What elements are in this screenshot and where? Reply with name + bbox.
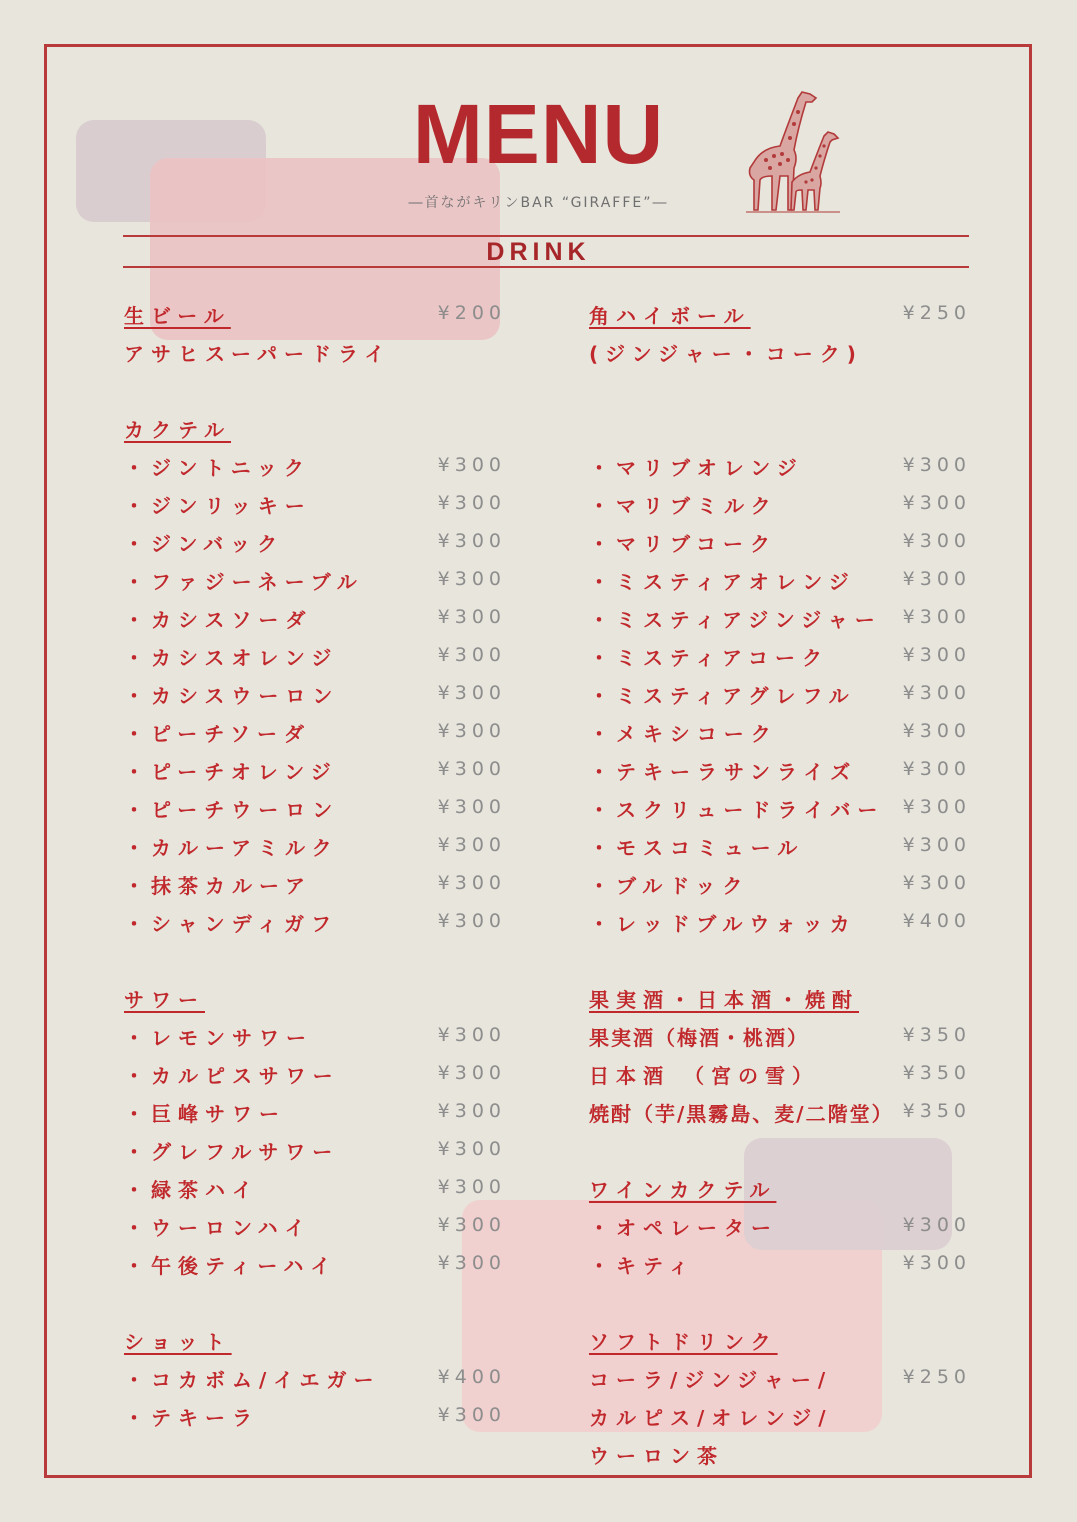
menu-item <box>124 524 506 562</box>
category-highball <box>589 296 971 334</box>
item-label: ・ジントニック <box>124 456 311 480</box>
item-label: ・ウーロンハイ <box>124 1216 312 1240</box>
menu-item <box>589 1094 971 1132</box>
item-label: ・マリブミルク <box>589 494 778 518</box>
price: ¥300 <box>902 872 971 894</box>
price: ¥350 <box>902 1062 971 1084</box>
menu-item <box>589 334 971 372</box>
price: ¥300 <box>902 454 971 476</box>
menu-item <box>124 1018 506 1056</box>
menu-item <box>124 1360 506 1398</box>
item-label: ・カルーアミルク <box>124 836 339 860</box>
price: ¥300 <box>437 606 506 628</box>
item-label: ・レモンサワー <box>124 1026 313 1050</box>
price: ¥300 <box>437 1024 506 1046</box>
price: ¥300 <box>437 530 506 552</box>
item-label: ・ピーチウーロン <box>124 798 340 822</box>
menu-item <box>124 562 506 600</box>
price: ¥300 <box>437 1404 506 1426</box>
category-wine-cocktail <box>589 1170 971 1208</box>
shot-list <box>124 1360 506 1436</box>
menu-item <box>589 448 971 486</box>
price: ¥300 <box>437 1138 506 1160</box>
price: ¥300 <box>902 568 971 590</box>
menu-item <box>589 638 971 676</box>
item-label: ・カシスウーロン <box>124 684 340 708</box>
item-label: ・ミスティアコーク <box>589 646 829 670</box>
price: ¥300 <box>437 492 506 514</box>
price: ¥350 <box>902 1100 971 1122</box>
category-shot <box>124 1322 506 1360</box>
item-label: ・オペレーター <box>589 1216 778 1240</box>
menu-item <box>589 676 971 714</box>
item-label: ・シャンディガフ <box>124 912 338 936</box>
price: ¥250 <box>902 1366 971 1388</box>
menu-item <box>124 1246 506 1284</box>
item-label: ・キティ <box>589 1254 696 1278</box>
item-label: ・抹茶カルーア <box>124 874 312 898</box>
item-label: サワー <box>124 988 205 1012</box>
menu-item <box>589 828 971 866</box>
price: ¥300 <box>902 1252 971 1274</box>
menu-item <box>589 1398 971 1436</box>
menu-item <box>589 1246 971 1284</box>
price: ¥300 <box>437 720 506 742</box>
price: ¥300 <box>902 796 971 818</box>
sake-list <box>589 1018 971 1132</box>
menu-item <box>124 1208 506 1246</box>
item-label: 角ハイボール <box>589 304 751 328</box>
item-label: ワインカクテル <box>589 1178 777 1202</box>
item-label: ソフトドリンク <box>589 1330 778 1354</box>
wine-list <box>589 1208 971 1284</box>
item-label: コーラ/ジンジャー/ <box>589 1368 833 1392</box>
menu-item <box>124 1170 506 1208</box>
menu-item <box>589 866 971 904</box>
item-label: ・午後ティーハイ <box>124 1254 338 1278</box>
item-label: ・カシスオレンジ <box>124 646 339 670</box>
price: ¥300 <box>902 834 971 856</box>
price: ¥300 <box>437 682 506 704</box>
item-label: 日本酒 （宮の雪） <box>589 1064 819 1088</box>
menu-item <box>124 448 506 486</box>
item-label: ・レッドブルウォッカ <box>589 912 857 936</box>
item-label: 果実酒・日本酒・焼酎 <box>589 988 859 1012</box>
item-label: 焼酎（芋/黒霧島、麦/二階堂） <box>589 1102 894 1126</box>
item-label: ・緑茶ハイ <box>124 1178 259 1202</box>
price: ¥300 <box>437 1176 506 1198</box>
menu-item <box>124 600 506 638</box>
price: ¥300 <box>437 834 506 856</box>
menu-item <box>589 752 971 790</box>
section-drink: DRINK <box>486 238 591 266</box>
item-label: ・モスコミュール <box>589 836 805 860</box>
price: ¥300 <box>437 910 506 932</box>
item-label: ・ミスティアオレンジ <box>589 570 856 594</box>
menu-item <box>589 562 971 600</box>
menu-item <box>124 334 506 372</box>
menu-item <box>589 524 971 562</box>
giraffe-icon <box>732 84 848 218</box>
menu-item <box>124 828 506 866</box>
menu-item <box>124 904 506 942</box>
item-label: ・ピーチオレンジ <box>124 760 338 784</box>
item-label: ・グレフルサワー <box>124 1140 340 1164</box>
menu-item <box>124 1056 506 1094</box>
menu-item <box>124 486 506 524</box>
price: ¥300 <box>437 1214 506 1236</box>
item-label: ・メキシコーク <box>589 722 778 746</box>
item-label: ・ファジーネーブル <box>124 570 364 594</box>
price: ¥300 <box>902 1214 971 1236</box>
category-sake <box>589 980 971 1018</box>
item-label: 果実酒（梅酒・桃酒） <box>589 1026 809 1050</box>
menu-item <box>124 752 506 790</box>
item-label: カルピス/オレンジ/ <box>589 1406 833 1430</box>
price: ¥300 <box>437 758 506 780</box>
item-label: ショット <box>124 1330 232 1354</box>
price: ¥400 <box>902 910 971 932</box>
item-label: アサヒスーパードライ <box>124 342 392 366</box>
menu-item <box>124 676 506 714</box>
item-label: (ジンジャー・コーク) <box>589 342 863 366</box>
menu-item <box>124 866 506 904</box>
price: ¥300 <box>902 720 971 742</box>
item-label: カクテル <box>124 418 231 442</box>
item-label: ・ジンバック <box>124 532 285 556</box>
item-label: 生ビール <box>124 304 231 328</box>
item-label: ・スクリュードライバー <box>589 798 885 822</box>
rule-bottom <box>123 266 969 268</box>
price: ¥300 <box>902 492 971 514</box>
price: ¥300 <box>437 1062 506 1084</box>
menu-item <box>589 1056 971 1094</box>
item-label: ・マリブコーク <box>589 532 777 556</box>
price: ¥300 <box>902 682 971 704</box>
price: ¥300 <box>437 872 506 894</box>
category-cocktail <box>124 410 506 448</box>
bar-subtitle: ―首ながキリンBAR “GIRAFFE”― <box>408 195 669 211</box>
item-label: ・巨峰サワー <box>124 1102 286 1126</box>
price: ¥350 <box>902 1024 971 1046</box>
price: ¥300 <box>437 454 506 476</box>
menu-item <box>589 1018 971 1056</box>
menu-item <box>589 600 971 638</box>
menu-item <box>124 638 506 676</box>
item-label: ・テキーラ <box>124 1406 259 1430</box>
menu-item <box>124 790 506 828</box>
cocktail-list-right <box>589 448 971 942</box>
price: ¥300 <box>902 644 971 666</box>
menu-item <box>124 714 506 752</box>
category-beer <box>124 296 506 334</box>
category-soft-drink <box>589 1322 971 1360</box>
menu-item <box>124 1094 506 1132</box>
cocktail-list <box>124 448 506 942</box>
menu-item <box>124 1398 506 1436</box>
item-label: ・カルピスサワー <box>124 1064 340 1088</box>
price: ¥300 <box>437 796 506 818</box>
item-label: ・カシスソーダ <box>124 608 313 632</box>
right-column <box>589 296 971 1474</box>
menu-item <box>589 1360 971 1398</box>
item-label: ・テキーラサンライズ <box>589 760 858 784</box>
menu-item <box>589 904 971 942</box>
price: ¥300 <box>902 758 971 780</box>
menu-item <box>589 1208 971 1246</box>
menu-item <box>589 1436 971 1474</box>
left-column <box>124 296 506 1436</box>
menu-item <box>589 486 971 524</box>
menu-item <box>124 1132 506 1170</box>
price: ¥300 <box>902 606 971 628</box>
price: ¥400 <box>437 1366 506 1388</box>
price: ¥300 <box>437 568 506 590</box>
rule-top <box>123 235 969 237</box>
item-label: ・ピーチソーダ <box>124 722 311 746</box>
item-label: ・コカボム/イエガー <box>124 1368 381 1392</box>
sour-list <box>124 1018 506 1284</box>
item-label: ・ジンリッキー <box>124 494 312 518</box>
price: ¥300 <box>902 530 971 552</box>
price: ¥200 <box>437 302 506 324</box>
price: ¥250 <box>902 302 971 324</box>
price: ¥300 <box>437 1100 506 1122</box>
price: ¥300 <box>437 1252 506 1274</box>
item-label: ・マリブオレンジ <box>589 456 804 480</box>
item-label: ・ミスティアジンジャー <box>589 608 882 632</box>
menu-title: MENU <box>412 87 665 181</box>
item-label: ・ミスティアグレフル <box>589 684 856 708</box>
item-label: ・ブルドック <box>589 874 750 898</box>
item-label: ウーロン茶 <box>589 1444 724 1468</box>
price: ¥300 <box>437 644 506 666</box>
menu-item <box>589 790 971 828</box>
category-sour <box>124 980 506 1018</box>
menu-item <box>589 714 971 752</box>
